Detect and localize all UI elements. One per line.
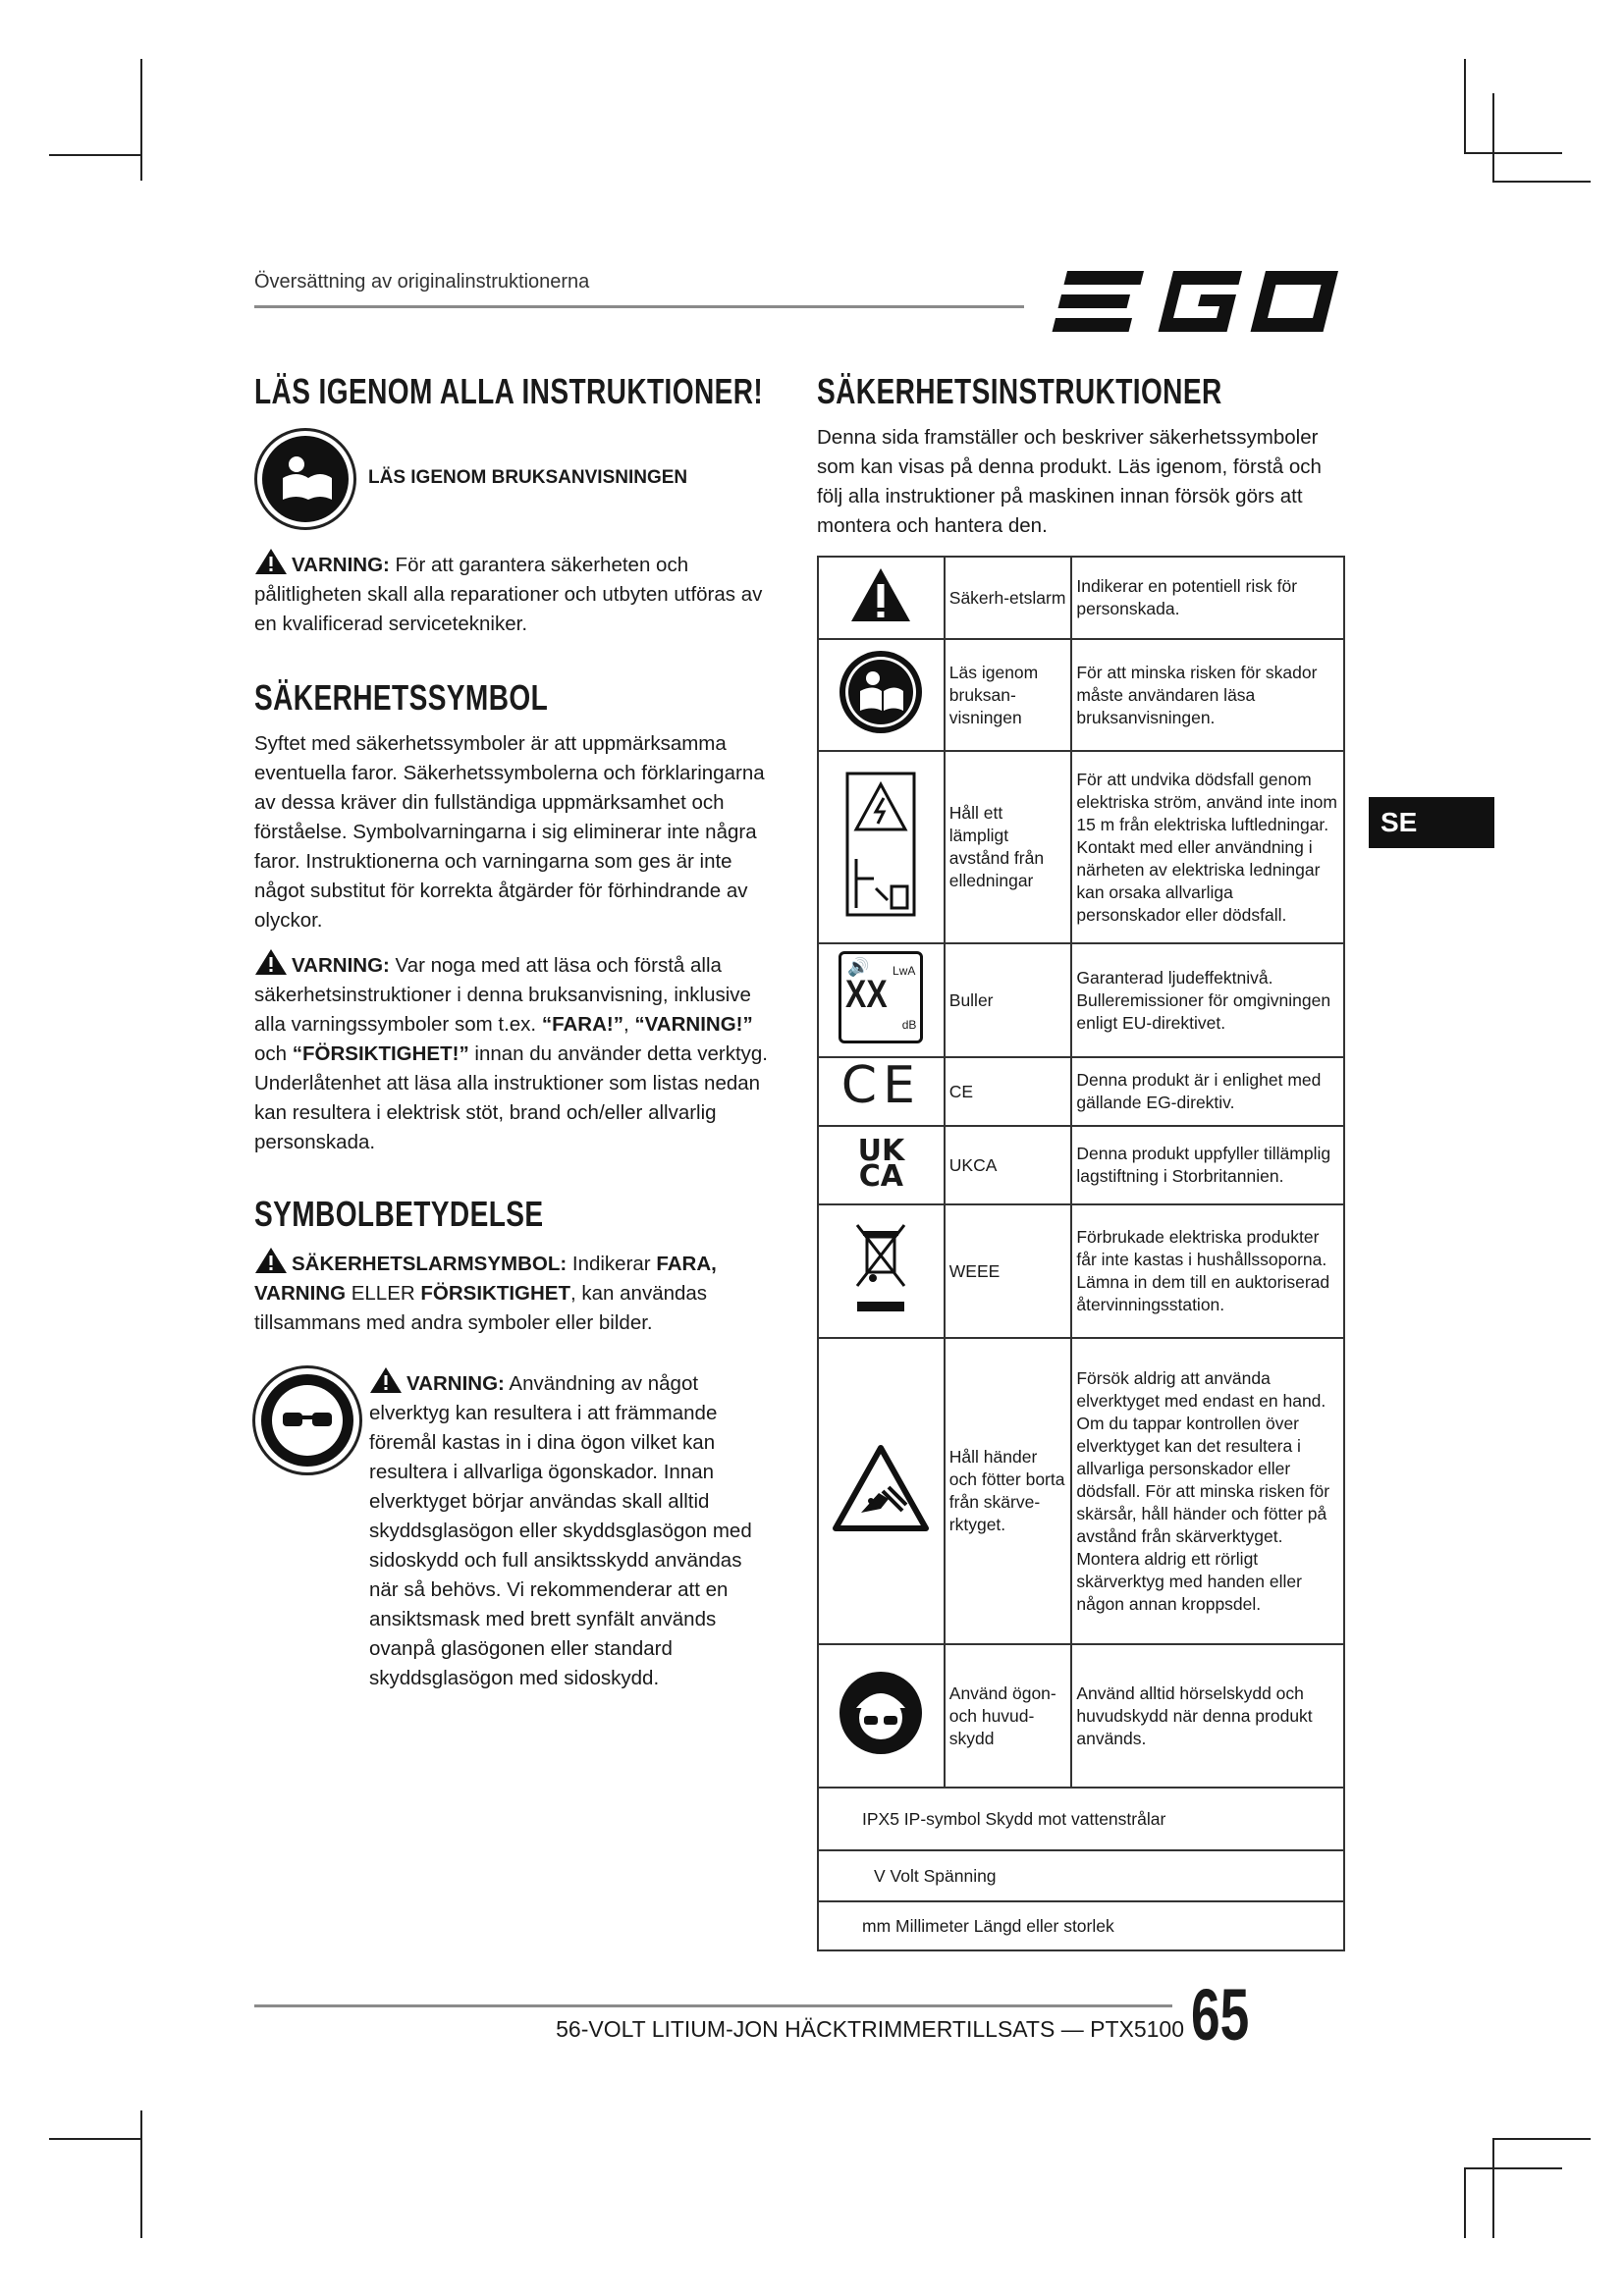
footer-rule — [254, 2004, 1172, 2007]
ce-symbol-cell — [818, 1057, 945, 1126]
noise-unit: dB — [901, 1018, 917, 1032]
symbol-name: Använd ögon- och huvud-skydd — [945, 1644, 1072, 1788]
crop-mark — [1492, 2138, 1494, 2238]
symbol-name: Håll händer och fötter borta från skärve-rktyget. — [945, 1338, 1072, 1644]
crop-mark — [1464, 2167, 1562, 2169]
table-row — [818, 751, 1344, 943]
read-manual-icon — [837, 648, 925, 736]
ukca-top: UK — [857, 1134, 905, 1168]
noise-lwa-label: LwA — [893, 964, 916, 978]
symbol-meaning: Förbrukade elektriska produkter får inte kastas i hushållssoporna. Lämna in dem till en auktoriserad återvinningsstation. — [1071, 1204, 1344, 1338]
ipx5-row: IPX5 IP-symbol Skydd mot vattenstrålar — [818, 1788, 1344, 1850]
table-row — [818, 943, 1344, 1057]
symbol-meaning: För att undvika dödsfall genom elektriska ström, använd inte inom 15 m från elektriska luftledningar. Kontakt med eller användning i närheten av elektriska ledningar kan orsaka allvarliga personskador eller dödsfall. — [1071, 751, 1344, 943]
table-row — [818, 639, 1344, 751]
warning-triangle-icon — [254, 1247, 288, 1274]
symbol-name: CE — [945, 1057, 1072, 1126]
header-rule — [254, 305, 1024, 308]
crop-mark — [49, 154, 142, 156]
warning-triangle-icon — [849, 566, 912, 623]
ego-logo — [1049, 267, 1343, 336]
weee-symbol-cell — [818, 1204, 945, 1338]
table-row — [818, 557, 1344, 639]
crop-mark — [1464, 2167, 1466, 2238]
crop-mark — [1492, 2138, 1591, 2140]
ukca-symbol-cell — [818, 1126, 945, 1204]
table-row — [818, 1850, 1344, 1901]
read-all-heading: LÄS IGENOM ALLA INSTRUKTIONER! — [254, 371, 764, 411]
safety-symbol-text: Syftet med säkerhetssymboler är att uppmärksamma eventuella faror. Säkerhetssymbolerna och förklaringarna av dessa kräver din fullständiga uppmärksamhet och förståelse. Symbolvarningarna i sig eliminerar inte några faror. Instruktionerna och varningarna som ges är inte något substitut för korrekta åtgärder för förhindrande av olyckor. — [254, 732, 765, 932]
warning-text: För att garantera säkerheten och pålitligheten skall alla reparationer och utbyten utföras av en kvalificerad servicetekniker. — [254, 554, 763, 635]
symbol-name: WEEE — [945, 1204, 1072, 1338]
ce-mark-icon: CE — [840, 1056, 921, 1115]
symbol-table — [817, 556, 1345, 1951]
crop-mark — [1492, 181, 1591, 183]
weee-bin-icon — [851, 1219, 910, 1317]
warning-service — [254, 548, 775, 639]
table-row — [818, 1057, 1344, 1126]
symbol-meaning-heading: SYMBOLBETYDELSE — [254, 1194, 544, 1234]
noise-level-icon — [839, 951, 923, 1043]
warning-label: VARNING: — [292, 954, 390, 977]
table-row — [818, 1204, 1344, 1338]
ukca-bottom: CA — [858, 1159, 903, 1194]
warning-triangle-icon — [254, 548, 288, 575]
crop-mark — [1464, 59, 1466, 153]
symbol-meaning: Indikerar en potentiell risk för personskada. — [1071, 557, 1344, 639]
eye-warning: VARNING: Användning av något elverktyg kan resultera i att främmande föremål kastas in i dina ögon vilket kan resultera i allvarliga ögonskador. Innan elverktyget börjar användas skall alltid skyddsglasögon eller skyddsglasögon med sidoskydd och full ansiktsskydd användas när så behövs. Vi rekommenderar att en ansiktsmask med brett synfält används ovanpå glasögonen eller standard skyddsglasögon med sidoskydd. — [369, 1366, 772, 1693]
warning-triangle-icon — [254, 948, 288, 976]
speaker-icon: 🔊 — [847, 957, 870, 977]
read-manual-icon — [254, 428, 356, 530]
warning-triangle-icon — [369, 1366, 403, 1394]
safety-instructions-heading: SÄKERHETSINSTRUKTIONER — [817, 371, 1222, 411]
symbol-name: Läs igenom bruksan-visningen — [945, 639, 1072, 751]
symbol-name: Håll ett lämpligt avstånd från elledningar — [945, 751, 1072, 943]
table-row — [818, 1788, 1344, 1850]
safety-glasses-icon — [252, 1365, 362, 1475]
power-line-symbol-cell — [818, 751, 945, 943]
noise-value: XX — [845, 973, 889, 1016]
warning-label: VARNING: — [292, 554, 390, 576]
table-row — [818, 1126, 1344, 1204]
cutting-hazard-symbol-cell — [818, 1338, 945, 1644]
crop-mark — [1464, 152, 1562, 154]
alarm-symbol-text: SÄKERHETSLARMSYMBOL: Indikerar FARA, VARNING ELLER FÖRSIKTIGHET, kan användas tillsammans med andra symboler eller bilder. — [254, 1247, 775, 1338]
millimeter-row: mm Millimeter Längd eller storlek — [818, 1901, 1344, 1950]
symbol-meaning: Försök aldrig att använda elverktyget med endast en hand. Om du tappar kontrollen över elverktyget kan det resultera i allvarliga personskador eller dödsfall. För att minska risken för skärsår, håll händer och fötter på avstånd från skärverktyget. Montera aldrig ett rörligt skärverktyg med handen eller någon annan kroppsdel. — [1071, 1338, 1344, 1644]
crop-mark — [1492, 93, 1494, 182]
safety-symbol-heading: SÄKERHETSSYMBOL — [254, 677, 549, 718]
header-subtitle: Översättning av originalinstruktionerna — [254, 271, 590, 293]
read-manual-label: LÄS IGENOM BRUKSANVISNINGEN — [368, 467, 688, 488]
crop-mark — [140, 59, 142, 181]
alert-symbol-cell — [818, 557, 945, 639]
language-tab: SE — [1369, 797, 1494, 848]
symbol-meaning: Använd alltid hörselskydd och huvudskydd när denna produkt används. — [1071, 1644, 1344, 1788]
head-eye-protection-icon — [837, 1669, 925, 1757]
symbol-meaning: Denna produkt är i enlighet med gällande EG-direktiv. — [1071, 1057, 1344, 1126]
table-row — [818, 1901, 1344, 1950]
ukca-mark-icon — [857, 1134, 905, 1194]
noise-symbol-cell — [818, 943, 945, 1057]
crop-mark — [49, 2138, 142, 2140]
table-row — [818, 1644, 1344, 1788]
symbol-meaning: Garanterad ljudeffektnivå. Bulleremissioner för omgivningen enligt EU-direktivet. — [1071, 943, 1344, 1057]
head-eye-protection-symbol-cell — [818, 1644, 945, 1788]
crop-mark — [140, 2110, 142, 2238]
symbol-name: Buller — [945, 943, 1072, 1057]
footer-title: 56-VOLT LITIUM-JON HÄCKTRIMMERTILLSATS — PTX5100 — [556, 2016, 1184, 2042]
volt-row: V Volt Spänning — [818, 1850, 1344, 1901]
table-row — [818, 1338, 1344, 1644]
warning-instructions: VARNING: Var noga med att läsa och förstå alla säkerhetsinstruktioner i denna bruksanvisning, inklusive alla varningssymboler som t.ex. “FARA!”, “VARNING!” och “FÖRSIKTIGHET!” innan du använder detta verktyg. Underlåtenhet att läsa alla instruktioner som listas nedan kan resultera i elektrisk stöt, brand och/eller allvarlig personskada. — [254, 948, 781, 1157]
symbol-name: Säkerh-etslarm — [945, 557, 1072, 639]
power-line-distance-icon — [844, 771, 917, 918]
cutting-hazard-icon — [832, 1444, 930, 1532]
read-manual-symbol-cell — [818, 639, 945, 751]
symbol-name: UKCA — [945, 1126, 1072, 1204]
page-number: 65 — [1191, 1974, 1250, 2056]
safety-intro: Denna sida framställer och beskriver säkerhetssymboler som kan visas på denna produkt. Läs igenom, förstå och följ alla instruktioner på maskinen innan försök görs att montera och hantera den. — [817, 426, 1322, 537]
symbol-meaning: För att minska risken för skador måste användaren läsa bruksanvisningen. — [1071, 639, 1344, 751]
symbol-meaning: Denna produkt uppfyller tillämplig lagstiftning i Storbritannien. — [1071, 1126, 1344, 1204]
